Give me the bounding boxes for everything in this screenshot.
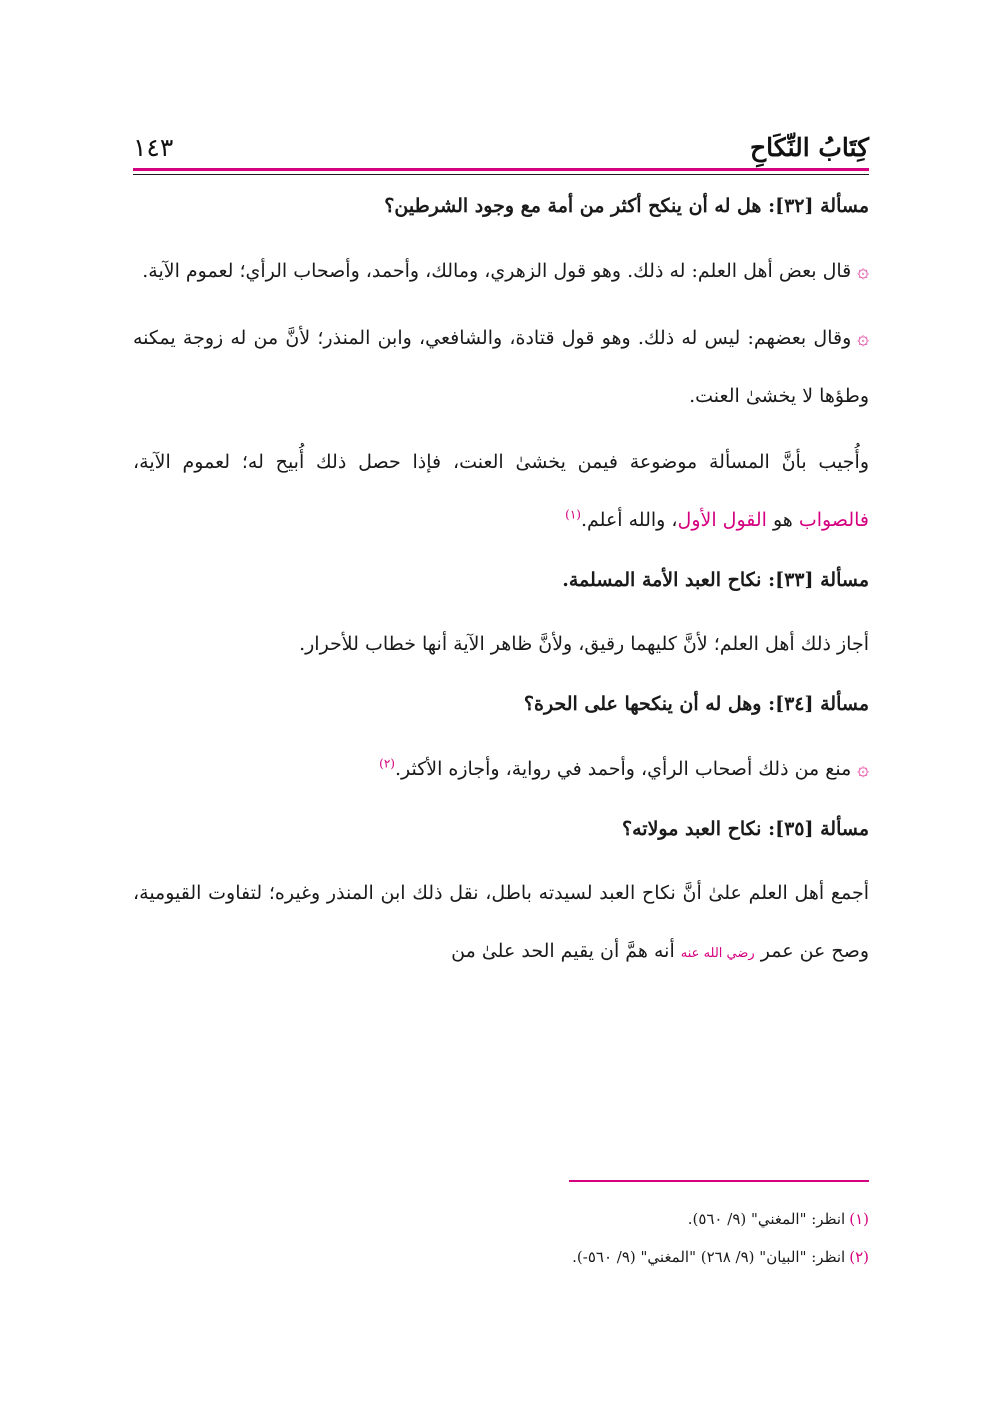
paragraph-text: أجاز ذلك أهل العلم؛ لأنَّ كليهما رقيق، ولأنَّ ظاهر الآية أنها خطاب للأحرار. [299, 633, 869, 655]
paragraph-text: أنه همَّ أن يقيم الحد علىٰ من [451, 940, 681, 962]
book-title: كِتَابُ النِّكَاحِ [750, 133, 869, 162]
question-text: هل له أن ينكح أكثر من أمة مع وجود الشرطين؟ [384, 195, 762, 217]
highlighted-phrase: القول الأول [677, 509, 767, 531]
paragraph [133, 615, 869, 673]
question-text: وهل له أن ينكحها على الحرة؟ [523, 693, 762, 715]
footnote-number: (٢) [849, 1248, 869, 1266]
question-heading [133, 812, 869, 846]
paragraph [133, 308, 869, 425]
question-text: نكاح العبد الأمة المسلمة. [562, 569, 762, 591]
footnote-text: انظر: "المغني" (٩/ ٥٦٠). [687, 1210, 846, 1228]
paragraph-text: هو [766, 509, 799, 531]
paragraph-text: وأُجيب بأنَّ المسألة موضوعة فيمن يخشىٰ العنت، فإذا حصل ذلك أُبيح له؛ لعموم الآية، [133, 451, 869, 473]
question-label: مسألة [٣٤]: [768, 693, 869, 715]
paragraph [133, 739, 869, 798]
footnote-item [133, 1238, 869, 1276]
question-label: مسألة [٣٥]: [768, 818, 869, 840]
paragraph-text: أجمع أهل العلم علىٰ أنَّ نكاح العبد لسيدته باطل، نقل ذلك ابن المنذر وغيره؛ لتفاوت القيومية، وصح عن عمر [133, 882, 869, 962]
paragraph-text: وقال بعضهم: ليس له ذلك. وهو قول قتادة، والشافعي، وابن المنذر؛ لأنَّ من له زوجة يمكنه وطؤها لا يخشىٰ العنت. [133, 327, 869, 407]
footnote-reference[interactable]: (١) [565, 507, 581, 522]
running-header [133, 110, 869, 160]
paragraph [133, 433, 869, 549]
footnote-item [133, 1200, 869, 1238]
document-page [133, 110, 869, 1266]
highlighted-phrase: فالصواب [798, 509, 869, 531]
question-label: مسألة [٣٣]: [768, 569, 869, 591]
footnote-text: انظر: "البيان" (٩/ ٢٦٨) "المغني" (٩/ ٥٦٠-). [572, 1248, 846, 1266]
footnote-reference[interactable]: (٢) [379, 756, 395, 771]
footnote-number: (١) [849, 1210, 869, 1228]
flower-ornament-icon: ۞ [857, 325, 869, 349]
footnote-separator [569, 1180, 869, 1182]
question-heading [133, 687, 869, 721]
footnotes [133, 1200, 869, 1276]
question-text: نكاح العبد مولاته؟ [622, 818, 762, 840]
paragraph-text: منع من ذلك أصحاب الرأي، وأحمد في رواية، وأجازه الأكثر. [394, 758, 852, 780]
paragraph-text: ، والله أعلم. [580, 509, 678, 531]
flower-ornament-icon: ۞ [857, 756, 869, 780]
question-heading [133, 563, 869, 597]
paragraph [133, 864, 869, 983]
honorific-glyph: رضي الله عنه [680, 946, 755, 961]
question-heading [133, 189, 869, 223]
header-rule [133, 174, 869, 175]
header-rule-accent [133, 168, 869, 171]
question-label: مسألة [٣٢]: [768, 195, 869, 217]
paragraph [133, 241, 869, 300]
flower-ornament-icon: ۞ [857, 258, 869, 282]
paragraph-text: قال بعض أهل العلم: له ذلك. وهو قول الزهري، ومالك، وأحمد، وأصحاب الرأي؛ لعموم الآية. [142, 260, 852, 282]
page-number: ١٤٣ [133, 133, 174, 162]
